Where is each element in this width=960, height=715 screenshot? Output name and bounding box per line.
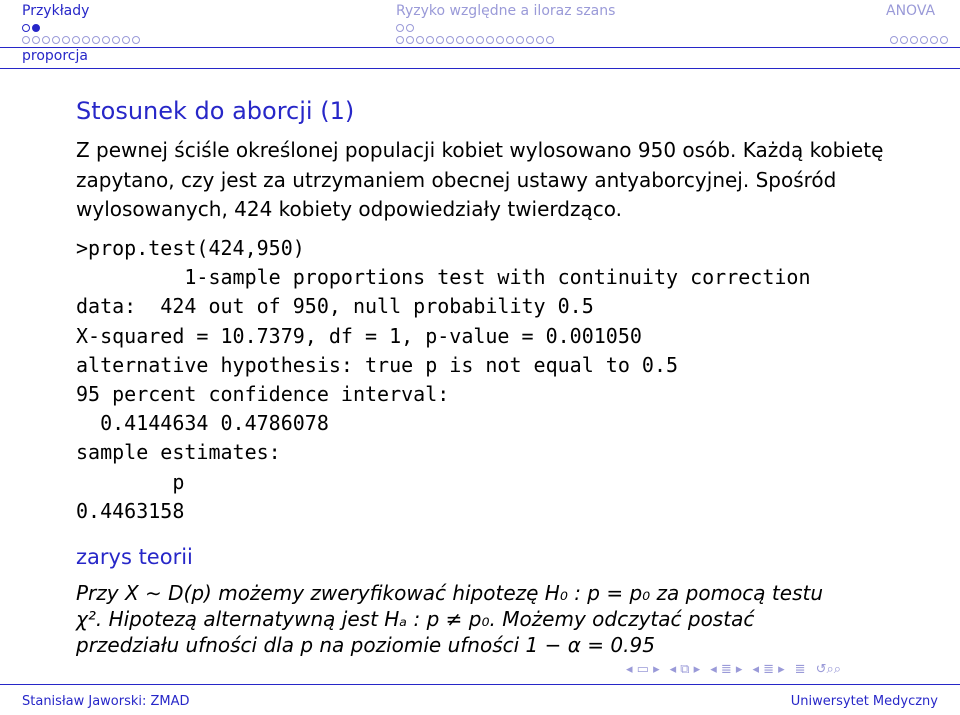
slide-dots-anova [890, 36, 948, 44]
progress-dot[interactable] [396, 24, 404, 32]
slide-dots-ryzyko [396, 36, 554, 44]
slide-dot[interactable] [486, 36, 494, 44]
document-icon[interactable]: ≣ [794, 662, 806, 677]
slide-dot[interactable] [920, 36, 928, 44]
slide-dot[interactable] [536, 36, 544, 44]
slide-dot[interactable] [52, 36, 60, 44]
slide-dot[interactable] [22, 36, 30, 44]
code-line: sample estimates: [76, 440, 281, 465]
slide-dot[interactable] [516, 36, 524, 44]
slide-dot[interactable] [930, 36, 938, 44]
slide-dot[interactable] [910, 36, 918, 44]
slide-dot[interactable] [72, 36, 80, 44]
beamer-header [0, 0, 960, 46]
prev-frame-icon[interactable]: ◂ ⧉ ▸ [669, 662, 701, 677]
theory-line: Przy X ∼ D(p) możemy zweryfikować hipotezę H₀ : p = p₀ za pomocą testu [76, 581, 824, 605]
subsection-label: proporcja [22, 48, 88, 64]
r-output [76, 234, 811, 526]
code-line: 1-sample proportions test with continuity correction [76, 265, 811, 290]
code-line: >prop.test(424,950) [76, 236, 305, 260]
slide-dot[interactable] [62, 36, 70, 44]
slide-dot[interactable] [940, 36, 948, 44]
slide-dot[interactable] [112, 36, 120, 44]
footer-institution: Uniwersytet Medyczny [790, 694, 938, 709]
header-divider [0, 47, 960, 48]
code-line: X-squared = 10.7379, df = 1, p-value = 0.001050 [76, 323, 642, 348]
section-link-ryzyko[interactable]: Ryzyko względne a iloraz szans [396, 3, 616, 19]
slide-dot[interactable] [890, 36, 898, 44]
progress-dot[interactable] [22, 24, 30, 32]
slide-dot[interactable] [446, 36, 454, 44]
slide-dot[interactable] [506, 36, 514, 44]
prev-section-icon[interactable]: ◂ ≣ ▸ [752, 662, 785, 677]
slide-dot[interactable] [900, 36, 908, 44]
code-line: alternative hypothesis: true p is not equal to 0.5 [76, 352, 679, 377]
slide-dot[interactable] [416, 36, 424, 44]
slide-dot[interactable] [466, 36, 474, 44]
progress-dot[interactable] [406, 24, 414, 32]
footer [0, 690, 960, 715]
code-line: 0.4463158 [76, 498, 185, 523]
slide-dot[interactable] [92, 36, 100, 44]
code-line: 95 percent confidence interval: [76, 381, 450, 406]
search-icon[interactable]: ↺⌕⌕ [815, 662, 842, 677]
slide-dot[interactable] [476, 36, 484, 44]
slide-dot[interactable] [122, 36, 130, 44]
slide-dot[interactable] [496, 36, 504, 44]
slide-dot[interactable] [396, 36, 404, 44]
code-line: data: 424 out of 950, null probability 0.5 [76, 294, 594, 319]
footer-divider [0, 684, 960, 685]
slide-dot[interactable] [102, 36, 110, 44]
footer-author: Stanisław Jaworski: ZMAD [22, 694, 190, 709]
theory-text [76, 580, 956, 658]
progress-dot-current[interactable] [32, 24, 40, 32]
slide-dot[interactable] [426, 36, 434, 44]
section-link-anova[interactable]: ANOVA [886, 3, 936, 19]
theory-line: χ². Hipotezą alternatywną jest Hₐ : p ≠ p₀. Możemy odczytać postać [76, 607, 755, 631]
prev-subsection-icon[interactable]: ◂ ≣ ▸ [710, 662, 743, 677]
slide-dot[interactable] [526, 36, 534, 44]
subsection-divider [0, 68, 960, 69]
slide-dots-przyklady [22, 36, 140, 44]
section-progress-dots [22, 24, 40, 32]
section-link-przyklady[interactable]: Przykłady [22, 3, 90, 19]
theory-title: zarys teorii [76, 545, 193, 569]
code-line: 0.4144634 0.4786078 [76, 411, 329, 436]
slide-dot[interactable] [42, 36, 50, 44]
slide-dot[interactable] [406, 36, 414, 44]
theory-line: przedziału ufności dla p na poziomie ufności 1 − α = 0.95 [76, 633, 655, 657]
slide-dot[interactable] [82, 36, 90, 44]
slide-dot[interactable] [132, 36, 140, 44]
slide-dot[interactable] [546, 36, 554, 44]
code-line: p [76, 469, 185, 494]
slide-dot[interactable] [436, 36, 444, 44]
section-progress-dots [396, 24, 414, 32]
beamer-navigation [626, 662, 841, 677]
slide-dot[interactable] [32, 36, 40, 44]
slide-dot[interactable] [456, 36, 464, 44]
prev-slide-icon[interactable]: ◂ ▭ ▸ [626, 662, 660, 677]
intro-paragraph: Z pewnej ściśle określonej populacji kobiet wylosowano 950 osób. Każdą kobietę zapytano, czy jest za utrzymaniem obecnej ustawy antyaborcyjnej. Spośród wylosowanych, 424 kobiety odpowiedziały twierdząco. [76, 138, 884, 221]
frame-title: Stosunek do aborcji (1) [76, 97, 355, 125]
